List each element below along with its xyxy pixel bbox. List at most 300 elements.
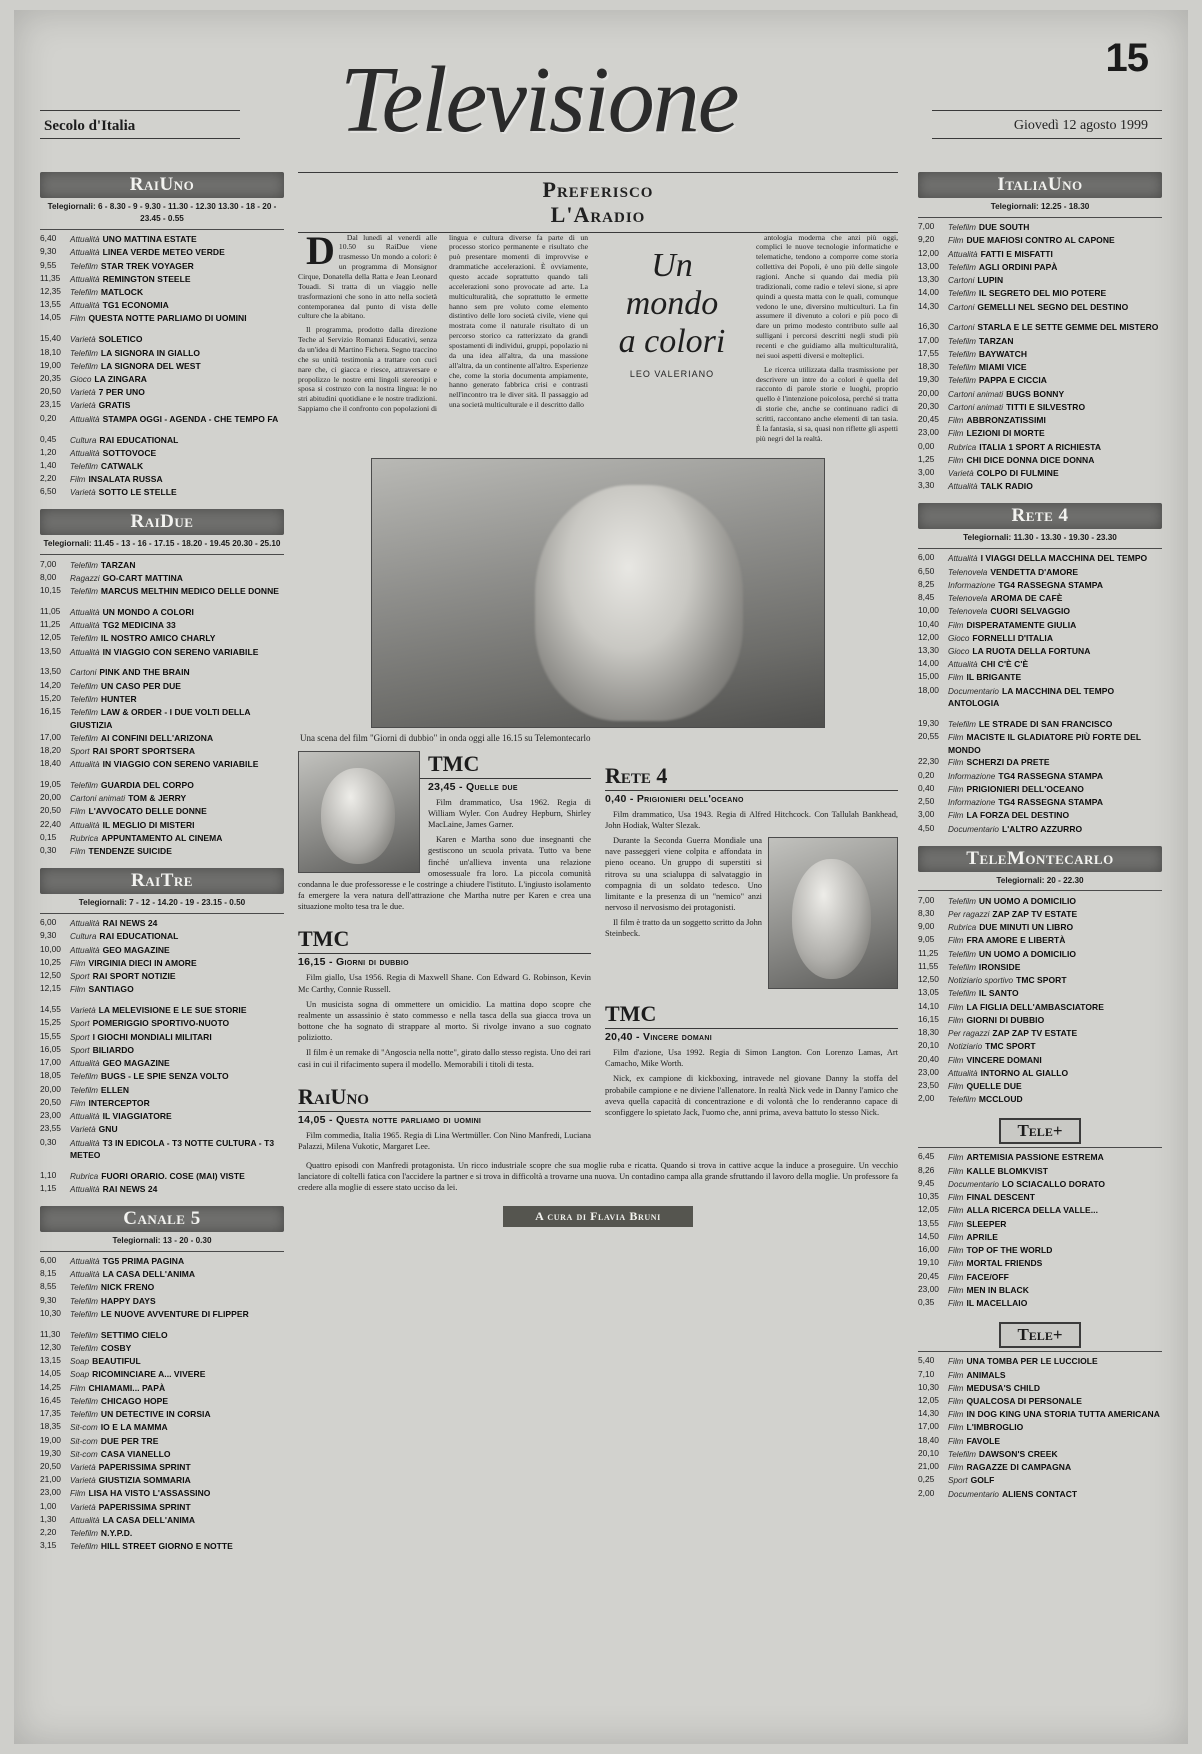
- program-row: [918, 894, 1162, 907]
- program-row: [40, 619, 284, 632]
- feature-body-right: [756, 233, 898, 448]
- channel-block-teleplus-2: [918, 1322, 1162, 1501]
- program-genre: Attualità: [70, 235, 100, 245]
- program-row: [40, 917, 284, 930]
- telegiornali-times: 7 - 12 - 14.20 - 19 - 23.15 - 0.50: [129, 897, 246, 907]
- program-genre: Film: [948, 1166, 964, 1176]
- program-row: [918, 921, 1162, 934]
- program-genre: Attualità: [70, 1256, 100, 1266]
- program-genre: Telefilm: [70, 1309, 98, 1319]
- article-time: 20,40: [605, 1030, 633, 1043]
- program-row: [40, 346, 284, 359]
- program-genre: Rubrica: [70, 1171, 99, 1181]
- program-time: 8,00: [40, 571, 57, 582]
- program-genre: Attualità: [70, 248, 100, 258]
- program-genre: Sit-com: [70, 1423, 98, 1433]
- program-time: 7,00: [918, 221, 935, 232]
- bottom-articles-col-right: [605, 751, 898, 1156]
- program-time: 10,00: [918, 605, 939, 616]
- program-row: [40, 286, 284, 299]
- program-title: COLPO DI FULMINE: [976, 468, 1059, 478]
- program-title: TITTI E SILVESTRO: [1006, 401, 1086, 412]
- article-photo-prigionieri: [768, 837, 898, 989]
- program-genre: Varietà: [70, 401, 96, 411]
- program-genre: Gioco: [948, 633, 970, 643]
- telegiornali-raidue: [40, 538, 284, 550]
- program-time: 12,50: [918, 974, 939, 985]
- program-list-raitre: [40, 917, 284, 1196]
- program-time: 14,20: [40, 679, 61, 690]
- program-row: [918, 908, 1162, 921]
- program-time: 23,15: [40, 399, 61, 410]
- channel-header-raitre: [40, 868, 284, 894]
- program-row: [918, 261, 1162, 274]
- channel-name: RaiUno: [129, 174, 195, 195]
- article-time-title: 16,15 - Giorni di dubbio: [298, 956, 409, 969]
- program-genre: Telefilm: [70, 1072, 98, 1082]
- program-genre: Informazione: [948, 798, 996, 808]
- program-time: 6,45: [918, 1151, 935, 1162]
- program-genre: Film: [948, 732, 964, 742]
- program-time: 20,50: [40, 1461, 61, 1472]
- program-time: 20,50: [40, 386, 61, 397]
- program-row: [40, 572, 284, 585]
- program-genre: Attualità: [70, 448, 100, 458]
- program-genre: Telenovela: [948, 567, 988, 577]
- channel-header-rete4: [918, 503, 1162, 529]
- program-row: [918, 467, 1162, 480]
- program-time: 15,55: [40, 1030, 61, 1041]
- program-time: 9,00: [918, 921, 935, 932]
- program-time: 13,30: [918, 645, 939, 655]
- program-title: FACE/OFF: [966, 1271, 1009, 1282]
- program-title: CHI C'È C'È: [980, 659, 1029, 670]
- headline-line2: mondo: [625, 284, 719, 322]
- article-body: [605, 1047, 898, 1118]
- channel-name: RaiDue: [130, 511, 194, 533]
- program-title: MACISTE IL GLADIATORE PIÙ FORTE DEL MONDO: [948, 731, 1141, 755]
- article-channel-label: TMC: [298, 751, 591, 779]
- program-genre: Varietà: [70, 1006, 96, 1016]
- program-genre: Telefilm: [70, 1529, 98, 1539]
- channel-name: ItaliaUno: [997, 174, 1083, 195]
- program-title: GEMELLI NEL SEGNO DEL DESTINO: [977, 301, 1129, 312]
- brand-rule-bottom: [40, 138, 240, 139]
- program-title: HILL STREET GIORNO E NOTTE: [100, 1541, 233, 1552]
- program-genre: Sport: [70, 1045, 90, 1055]
- program-title: STARLA E LE SETTE GEMME DEL MISTERO: [977, 322, 1159, 333]
- program-time: 20,50: [40, 1096, 61, 1107]
- program-time: 11,55: [918, 960, 939, 971]
- program-genre: Film: [948, 936, 964, 946]
- program-row: [918, 1231, 1162, 1244]
- program-genre: Telefilm: [70, 694, 98, 704]
- program-row: [40, 1514, 284, 1527]
- program-time: 16,15: [40, 706, 61, 717]
- program-title: INTORNO AL GIALLO: [980, 1067, 1069, 1078]
- date-rule-top: [932, 110, 1162, 111]
- program-time: 13,00: [918, 260, 939, 271]
- program-time: 20,10: [918, 1447, 939, 1458]
- program-time: 0,20: [40, 412, 57, 423]
- channel-header-raidue: [40, 509, 284, 535]
- program-genre: Telefilm: [70, 1283, 98, 1293]
- feature-byline: LEO VALERIANO: [629, 368, 715, 379]
- program-genre: Telefilm: [948, 962, 976, 972]
- program-row: [918, 1257, 1162, 1270]
- program-title: I VIAGGI DELLA MACCHINA DEL TEMPO: [980, 553, 1148, 564]
- program-row: [918, 1191, 1162, 1204]
- program-time: 0,40: [918, 782, 935, 793]
- program-genre: Telefilm: [70, 1085, 98, 1095]
- channel-name: RaiTre: [131, 869, 193, 891]
- article-photo-quelle-due: [298, 751, 420, 873]
- program-row: [40, 386, 284, 399]
- program-time: 19,10: [918, 1257, 939, 1268]
- program-genre: Varietà: [70, 1125, 96, 1135]
- program-genre: Film: [70, 314, 86, 324]
- article-paragraph: Nick, ex campione di kickboxing, intravede nel giovane Danny la stoffa del probabile campione e ne diviene l'allenatore. In realtà Nick vede in Danny l'amico che aveva quella capacità di concentrazione e di volontà che lo renderanno capace di sconfiggere lo spietato Jack, l'uomo che, anni prima, aveva battuto lo stesso Nick.: [605, 1074, 898, 1117]
- program-title: CHIAMAMI... PAPÀ: [88, 1382, 166, 1393]
- program-title: LA MELEVISIONE E LE SUE STORIE: [98, 1005, 247, 1016]
- program-time: 11,35: [40, 272, 61, 283]
- telegiornali-times: 20 - 22.30: [1046, 875, 1084, 885]
- program-genre: Film: [948, 1246, 964, 1256]
- program-title: TG4 RASSEGNA STAMPA: [998, 770, 1104, 781]
- program-row: [918, 1217, 1162, 1230]
- program-genre: Telefilm: [70, 288, 98, 298]
- spacer: [40, 659, 284, 667]
- program-title: TG1 ECONOMIA: [102, 300, 169, 311]
- article-time-title: 0,40 - Prigionieri dell'oceano: [605, 792, 744, 805]
- program-genre: Film: [948, 429, 964, 439]
- program-row: [40, 645, 284, 658]
- program-genre: Documentario: [948, 1179, 999, 1189]
- program-genre: Cartoni: [70, 668, 97, 678]
- program-row: [40, 558, 284, 571]
- program-time: 0,35: [918, 1297, 935, 1308]
- program-title: FINAL DESCENT: [966, 1192, 1035, 1203]
- article-channel-label: Rete 4: [605, 763, 898, 791]
- program-genre: Attualità: [948, 1068, 978, 1078]
- program-title: CATWALK: [100, 461, 144, 472]
- program-title: TG5 PRIMA PAGINA: [102, 1255, 185, 1266]
- telegiornali-label: Telegiornali:: [112, 1235, 161, 1245]
- channel-header-canale5: [40, 1206, 284, 1232]
- program-genre: Telefilm: [948, 349, 976, 359]
- program-time: 22,40: [40, 818, 61, 829]
- program-row: [40, 1083, 284, 1096]
- program-title: IN DOG KING UNA STORIA TUTTA AMERICANA: [966, 1409, 1160, 1420]
- program-row: [40, 1169, 284, 1182]
- program-time: 20,00: [40, 792, 61, 803]
- program-time: 20,30: [918, 400, 939, 411]
- program-row: [40, 373, 284, 386]
- program-title: PRIGIONIERI DELL'OCEANO: [966, 783, 1084, 794]
- program-row: [40, 272, 284, 285]
- program-row: [918, 796, 1162, 809]
- program-row: [918, 1027, 1162, 1040]
- program-title: QUELLE DUE: [966, 1080, 1022, 1091]
- program-genre: Attualità: [948, 482, 978, 492]
- program-title: IRONSIDE: [978, 961, 1021, 972]
- program-title: ZAP ZAP TV ESTATE: [992, 908, 1078, 919]
- program-genre: Telefilm: [70, 1396, 98, 1406]
- center-feature-column: [298, 172, 898, 1227]
- program-genre: Telefilm: [70, 587, 98, 597]
- program-genre: Telefilm: [948, 896, 976, 906]
- article-title: Questa notte parliamo di uomini: [336, 1113, 482, 1126]
- program-row: [918, 1204, 1162, 1217]
- program-row: [918, 645, 1162, 658]
- program-row: [918, 618, 1162, 631]
- article-title: Giorni di dubbio: [336, 956, 409, 969]
- program-time: 7,00: [918, 894, 935, 905]
- program-row: [40, 1408, 284, 1421]
- article-body: [298, 972, 591, 1069]
- telegiornali-raitre: [40, 897, 284, 909]
- program-time: 2,00: [918, 1487, 935, 1498]
- program-time: 13,55: [918, 1217, 939, 1228]
- program-title: SOTTOVOCE: [102, 447, 157, 458]
- program-row: [918, 671, 1162, 684]
- program-genre: Cartoni: [948, 323, 975, 333]
- program-time: 18,30: [918, 361, 939, 372]
- program-title: GRATIS: [98, 400, 131, 411]
- program-title: LA SIGNORA DEL WEST: [100, 360, 201, 371]
- program-title: QUALCOSA DI PERSONALE: [966, 1395, 1082, 1406]
- program-title: IL SEGRETO DEL MIO POTERE: [978, 288, 1107, 299]
- divider: [40, 554, 284, 555]
- program-row: [40, 832, 284, 845]
- program-title: LA ZINGARA: [94, 374, 147, 385]
- program-row: [40, 606, 284, 619]
- program-time: 0,00: [918, 440, 935, 451]
- program-genre: Attualità: [70, 274, 100, 284]
- program-title: DUE MINUTI UN LIBRO: [979, 922, 1074, 933]
- program-time: 19,30: [918, 717, 939, 728]
- program-genre: Rubrica: [948, 923, 977, 933]
- program-title: TG4 RASSEGNA STAMPA: [998, 797, 1104, 808]
- program-genre: Film: [948, 236, 964, 246]
- program-row: [918, 783, 1162, 796]
- program-title: MEN IN BLACK: [966, 1284, 1029, 1295]
- program-time: 12,15: [40, 983, 61, 994]
- telegiornali-label: Telegiornali:: [47, 202, 96, 211]
- program-title: VIRGINIA DIECI IN AMORE: [88, 957, 197, 968]
- program-row: [918, 1368, 1162, 1381]
- program-row: [918, 1284, 1162, 1297]
- spacer: [40, 1162, 284, 1170]
- program-row: [40, 666, 284, 679]
- program-genre: Attualità: [948, 660, 978, 670]
- program-genre: Attualità: [70, 1138, 100, 1148]
- program-genre: Informazione: [948, 771, 996, 781]
- program-title: VINCERE DOMANI: [966, 1054, 1042, 1065]
- program-title: PAPPA E CICCIA: [978, 375, 1047, 386]
- program-time: 12,05: [918, 1394, 939, 1405]
- program-title: LA SIGNORA IN GIALLO: [100, 347, 200, 358]
- program-row: [918, 1000, 1162, 1013]
- program-row: [40, 412, 284, 425]
- channel-name: Canale 5: [123, 1207, 201, 1229]
- program-time: 16,45: [40, 1394, 61, 1405]
- program-row: [918, 480, 1162, 493]
- program-time: 12,00: [918, 631, 939, 642]
- program-title: VENDETTA D'AMORE: [990, 566, 1079, 577]
- program-time: 11,30: [40, 1328, 61, 1339]
- program-row: [40, 333, 284, 346]
- program-title: DISPERATAMENTE GIULIA: [966, 619, 1077, 630]
- program-title: HAPPY DAYS: [100, 1295, 156, 1306]
- program-title: TALK RADIO: [980, 481, 1033, 492]
- article-channel-label: RaiUno: [298, 1084, 591, 1112]
- program-genre: Film: [948, 1206, 964, 1216]
- program-title: IL SANTO: [978, 988, 1019, 999]
- program-genre: Telefilm: [70, 634, 98, 644]
- program-time: 15,20: [40, 692, 61, 703]
- program-genre: Cultura: [70, 435, 97, 445]
- program-title: HUNTER: [100, 693, 137, 704]
- channel-header-teleplus-2: [918, 1322, 1162, 1348]
- program-genre: Telefilm: [948, 376, 976, 386]
- program-time: 0,20: [918, 769, 935, 780]
- feature-paragraph: Le ricerca utilizzata dalla trasmissione per descrivere un intre do a colori è quella del racconto di parole storie e luoghi, proprio quello è l'intenzione poicolosa, perché si tratta di storie che, anche se continuano radici di scritti, raccontano anche elementi di tan tasia. È la fantasia, si sa, quasi non riflette gli aspetti più negri del la realtà.: [756, 364, 898, 443]
- program-time: 23,50: [918, 1079, 939, 1090]
- program-title: ALLA RICERCA DELLA VALLE...: [966, 1205, 1098, 1216]
- program-title: IL MACELLAIO: [966, 1298, 1028, 1309]
- program-genre: Cultura: [70, 932, 97, 942]
- program-list-teleplus-2: [918, 1355, 1162, 1501]
- program-time: 5,40: [918, 1355, 935, 1366]
- program-genre: Attualità: [70, 1515, 100, 1525]
- program-genre: Telefilm: [948, 989, 976, 999]
- program-title: APRILE: [966, 1231, 998, 1242]
- program-time: 10,30: [40, 1307, 61, 1318]
- program-row: [40, 792, 284, 805]
- program-time: 1,00: [40, 1500, 57, 1511]
- program-time: 23,00: [40, 1110, 61, 1121]
- program-time: 18,30: [918, 1027, 939, 1038]
- program-time: 8,25: [918, 578, 935, 589]
- program-title: IL BRIGANTE: [966, 672, 1022, 683]
- article-time-title: 14,05 - Questa notte parliamo di uomini: [298, 1113, 482, 1126]
- channel-block-raidue: [40, 509, 284, 858]
- telegiornali-times: 12.25 - 18.30: [1041, 202, 1090, 211]
- divider: [918, 1147, 1162, 1148]
- program-time: 9,05: [918, 934, 935, 945]
- program-genre: Film: [948, 1396, 964, 1406]
- program-title: SCHERZI DA PRETE: [966, 757, 1050, 768]
- program-row: [918, 321, 1162, 334]
- program-row: [918, 1164, 1162, 1177]
- newspaper-name: Secolo d'Italia: [44, 118, 136, 134]
- program-row: [918, 1040, 1162, 1053]
- program-title: ITALIA 1 SPORT A RICHIESTA: [979, 441, 1102, 452]
- program-genre: Attualità: [70, 1184, 100, 1194]
- program-genre: Cartoni animati: [948, 402, 1004, 412]
- program-time: 9,20: [918, 234, 935, 245]
- program-time: 14,10: [918, 1000, 939, 1011]
- program-time: 1,40: [40, 460, 57, 471]
- program-time: 10,15: [40, 585, 61, 596]
- article-paragraph: Film giallo, Usa 1956. Regia di Maxwell Shane. Con Edward G. Robinson, Kevin Mc Carthy, Connie Russell.: [298, 973, 591, 994]
- program-time: 11,05: [40, 605, 61, 616]
- program-genre: Varietà: [70, 1502, 96, 1512]
- program-genre: Film: [948, 673, 964, 683]
- program-time: 2,50: [918, 796, 935, 807]
- program-row: [918, 1408, 1162, 1421]
- program-row: [40, 399, 284, 412]
- program-title: LA RUOTA DELLA FORTUNA: [972, 646, 1091, 656]
- program-row: [40, 585, 284, 598]
- program-genre: Attualità: [70, 414, 100, 424]
- program-row: [918, 234, 1162, 247]
- program-row: [918, 1178, 1162, 1191]
- program-time: 19,05: [40, 778, 61, 789]
- page-surface: [14, 10, 1188, 1744]
- program-title: SETTIMO CIELO: [100, 1329, 168, 1340]
- program-genre: Film: [70, 958, 86, 968]
- program-genre: Film: [948, 1285, 964, 1295]
- program-row: [40, 970, 284, 983]
- program-time: 23,55: [40, 1123, 61, 1134]
- program-row: [40, 1540, 284, 1553]
- program-genre: Film: [70, 1489, 86, 1499]
- program-row: [40, 1381, 284, 1394]
- program-title: IN VIAGGIO CON SERENO VARIABILE: [102, 759, 259, 770]
- program-row: [918, 1461, 1162, 1474]
- program-title: TMC SPORT: [1016, 975, 1067, 986]
- program-title: TARZAN: [100, 559, 136, 570]
- program-row: [918, 592, 1162, 605]
- feature-paragraph: D Dal lunedì al venerdì alle 10.50 su RaiDue viene trasmesso Un mondo a colori: è un programma di Monsignor Cirque, Donatella della Ratta e Jean Leonard Touadi. Si tratta di un viaggio nelle trasformazioni che sono in atto nella società contemporanea dal punto di vista delle culture che la abitano.: [298, 227, 437, 321]
- program-time: 14,05: [40, 1368, 61, 1379]
- program-row: [40, 1004, 284, 1017]
- program-genre: Documentario: [948, 1489, 999, 1499]
- program-row: [40, 1268, 284, 1281]
- program-time: 0,30: [40, 1136, 57, 1147]
- program-genre: Telefilm: [948, 1095, 976, 1105]
- program-row: [918, 565, 1162, 578]
- program-time: 2,20: [40, 1527, 57, 1538]
- program-time: 12,50: [40, 970, 61, 981]
- program-row: [918, 974, 1162, 987]
- program-row: [40, 1070, 284, 1083]
- program-time: 14,55: [40, 1004, 61, 1015]
- program-time: 2,20: [40, 473, 57, 484]
- program-row: [40, 1308, 284, 1321]
- program-title: IL MEGLIO DI MISTERI: [102, 819, 195, 830]
- program-time: 6,50: [918, 565, 935, 576]
- program-row: [40, 1255, 284, 1268]
- feature-kicker: [298, 177, 898, 228]
- program-row: [918, 934, 1162, 947]
- program-title: LA MACCHINA DEL TEMPO ANTOLOGIA: [948, 685, 1115, 709]
- program-time: 14,05: [40, 312, 61, 323]
- channel-block-rete4: [918, 503, 1162, 835]
- feature-paragraph: antologia moderna che anzi più oggi, complici le nuove tecnologie informatiche e telematiche, tendono a comporre come storia collettiva dei Popoli, è uno più delle singole ragioni. Anche si quando dai media più tradizionali, come radio e televi sione, si apre quindi a questa matta con le quali, comunque vedono le une, diversino multiculturi. La fin assumere il divenuto a colori e più poco di dare un primo modesto contributo sulle aal sulligani i percorsi descritti negli studi più recenti e che guidiamo alla multiculturalità, nei suoi aspetti diversi e molteplici.: [756, 232, 898, 360]
- program-title: FATTI E MISFATTI: [980, 248, 1053, 259]
- program-row: [918, 1093, 1162, 1106]
- issue-date: Giovedì 12 agosto 1999: [1013, 118, 1148, 133]
- telegiornali-times: 13 - 20 - 0.30: [162, 1235, 212, 1245]
- program-title: L'IMBROGLIO: [966, 1422, 1024, 1433]
- program-row: [918, 1395, 1162, 1408]
- program-genre: Telefilm: [70, 780, 98, 790]
- program-genre: Rubrica: [70, 833, 99, 843]
- program-title: MCCLOUD: [978, 1094, 1023, 1105]
